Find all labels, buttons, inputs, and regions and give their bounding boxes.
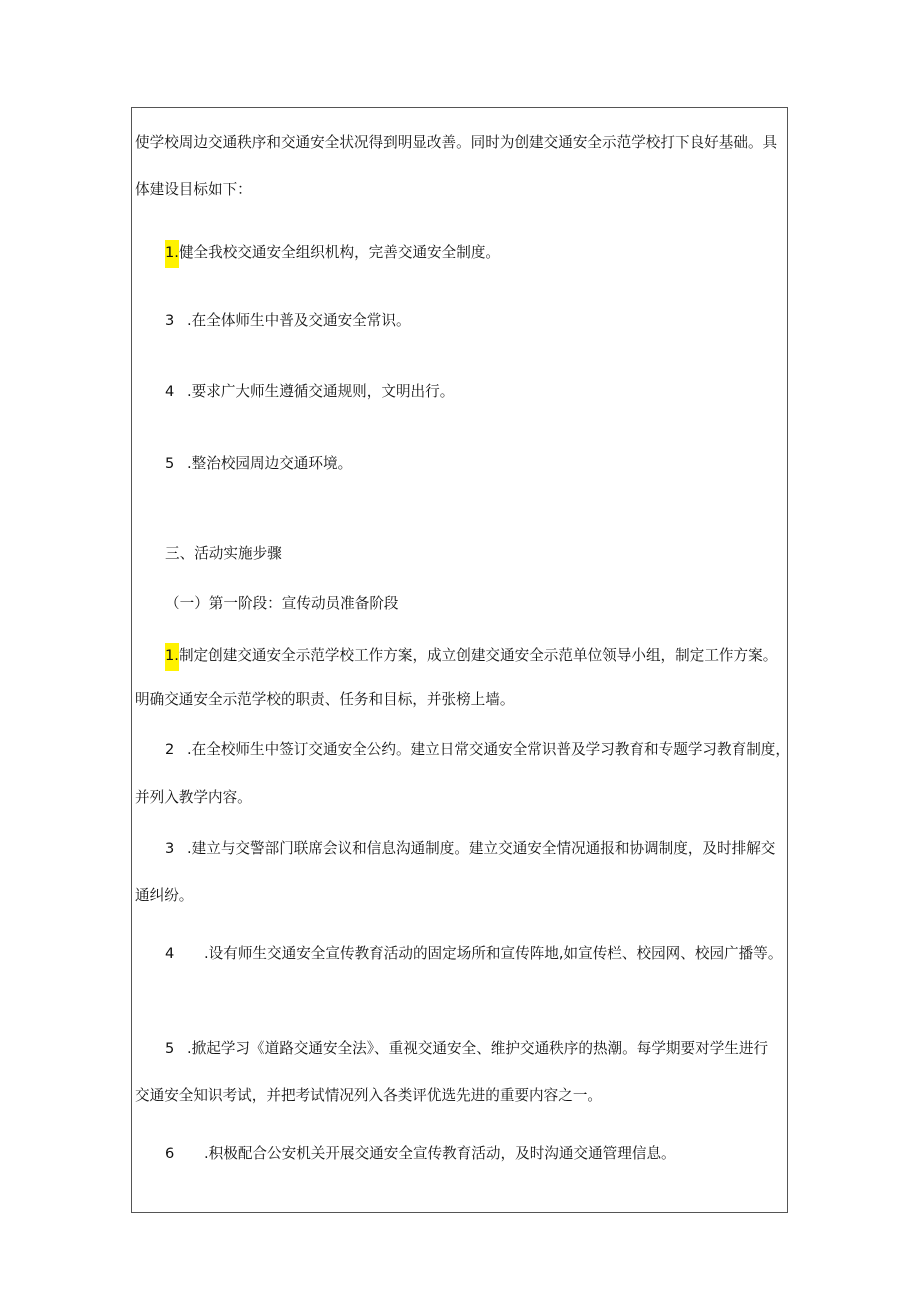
step-continuation: 并列入教学内容。 <box>135 789 252 806</box>
step-item <box>165 1144 676 1164</box>
step-item <box>165 944 782 964</box>
list-number: 6 <box>165 1145 175 1162</box>
step-item <box>165 643 777 671</box>
list-number: 5 <box>165 455 175 472</box>
list-number: 3 <box>165 840 175 857</box>
paragraph-line: 体建设目标如下： <box>135 181 252 198</box>
goal-item <box>165 454 352 474</box>
list-number: 5 <box>165 1040 175 1057</box>
step-text: 制定创建交通安全示范学校工作方案，成立创建交通安全示范单位领导小组，制定工作方案。 <box>178 647 778 664</box>
step-text: .掀起学习《道路交通安全法》、重视交通安全、维护交通秩序的热潮。每学期要对学生进行 <box>187 1040 769 1057</box>
step-text: .建立与交警部门联席会议和信息沟通制度。建立交通安全情况通报和协调制度，及时排解交 <box>187 840 776 857</box>
list-number: 1. <box>165 643 179 671</box>
goal-item <box>165 382 454 402</box>
list-number: 4 <box>165 945 175 962</box>
step-item <box>165 1039 768 1059</box>
step-text: .在全校师生中签订交通安全公约。建立日常交通安全常识普及学习教育和专题学习教育制度， <box>187 741 790 758</box>
paragraph-line: 使学校周边交通秩序和交通安全状况得到明显改善。同时为创建交通安全示范学校打下良好基础。具 <box>135 134 778 151</box>
list-number: 1. <box>165 240 179 268</box>
step-item <box>165 839 775 859</box>
list-number: 3 <box>165 312 175 329</box>
step-continuation: 明确交通安全示范学校的职责、任务和目标，并张榜上墙。 <box>135 691 515 708</box>
step-continuation: 通纠纷。 <box>135 887 194 904</box>
step-item <box>165 740 790 760</box>
step-continuation: 交通安全知识考试，并把考试情况列入各类评优选先进的重要内容之一。 <box>135 1087 603 1104</box>
list-number: 4 <box>165 383 175 400</box>
goal-text: .整治校园周边交通环境。 <box>187 455 353 472</box>
goal-item <box>165 311 411 331</box>
goal-text: .在全体师生中普及交通安全常识。 <box>187 312 411 329</box>
goal-text: 健全我校交通安全组织机构，完善交通安全制度。 <box>178 244 501 261</box>
step-text: .积极配合公安机关开展交通安全宣传教育活动，及时沟通交通管理信息。 <box>204 1145 676 1162</box>
goal-text: .要求广大师生遵循交通规则，文明出行。 <box>187 383 455 400</box>
section-heading: 三、活动实施步骤 <box>165 545 282 562</box>
stage-heading: （一）第一阶段：宣传动员准备阶段 <box>165 595 399 612</box>
step-text: .设有师生交通安全宣传教育活动的固定场所和宣传阵地,如宣传栏、校园网、校园广播等。 <box>204 945 783 962</box>
goal-item <box>165 240 500 268</box>
list-number: 2 <box>165 741 175 758</box>
